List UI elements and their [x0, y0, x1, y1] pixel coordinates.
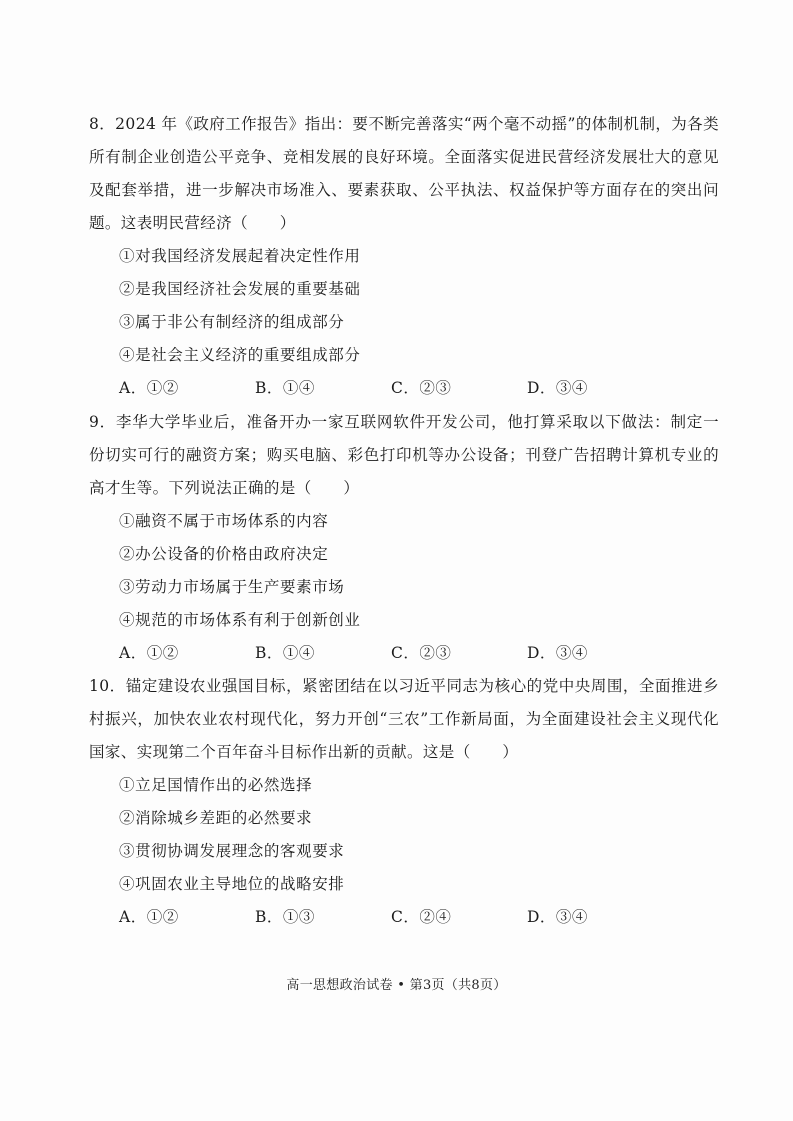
- choice-d: D．③④: [527, 908, 588, 926]
- option-item: ①对我国经济发展起着决定性作用: [119, 247, 361, 265]
- choice-b: B．①④: [255, 379, 315, 397]
- page-footer: 高一思想政治试卷 • 第3页（共8页）: [286, 978, 507, 993]
- answer-choices: [89, 637, 719, 670]
- option-item: ②是我国经济社会发展的重要基础: [119, 280, 361, 298]
- option-list: [89, 505, 719, 637]
- choice-c: C．②③: [391, 379, 452, 397]
- choice-b: B．①③: [255, 908, 315, 926]
- option-item: ④巩固农业主导地位的战略安排: [119, 875, 345, 893]
- question-10: [89, 670, 719, 934]
- option-item: ①立足国情作出的必然选择: [119, 776, 313, 794]
- option-item: ④是社会主义经济的重要组成部分: [119, 346, 361, 364]
- choice-a: A．①②: [119, 908, 179, 926]
- question-8: [89, 108, 719, 405]
- answer-choices: [89, 372, 719, 405]
- question-text: 9．李华大学毕业后，准备开办一家互联网软件开发公司，他打算采取以下做法：制定一份切实可行的融资方案；购买电脑、彩色打印机等办公设备；刊登广告招聘计算机专业的高才生等。下列说法正确的是（ ）: [89, 413, 719, 497]
- option-item: ②消除城乡差距的必然要求: [119, 809, 313, 827]
- question-text: 8．2024 年《政府工作报告》指出：要不断完善落实“两个毫不动摇”的体制机制，为各类所有制企业创造公平竞争、竞相发展的良好环境。全面落实促进民营经济发展壮大的意见及配套举措，进一步解决市场准入、要素获取、公平执法、权益保护等方面存在的突出问题。这表明民营经济（ ）: [89, 115, 719, 232]
- option-list: [89, 240, 719, 372]
- option-item: ③劳动力市场属于生产要素市场: [119, 578, 345, 596]
- option-item: ③属于非公有制经济的组成部分: [119, 313, 345, 331]
- option-item: ②办公设备的价格由政府决定: [119, 545, 329, 563]
- option-item: ③贯彻协调发展理念的客观要求: [119, 842, 345, 860]
- question-9: [89, 406, 719, 670]
- choice-a: A．①②: [119, 644, 179, 662]
- choice-b: B．①④: [255, 644, 315, 662]
- choice-d: D．③④: [527, 379, 588, 397]
- option-item: ①融资不属于市场体系的内容: [119, 512, 329, 530]
- option-item: ④规范的市场体系有利于创新创业: [119, 611, 361, 629]
- option-list: [89, 769, 719, 901]
- choice-c: C．②④: [391, 908, 452, 926]
- choice-d: D．③④: [527, 644, 588, 662]
- choice-c: C．②③: [391, 644, 452, 662]
- question-text: 10．锚定建设农业强国目标，紧密团结在以习近平同志为核心的党中央周围，全面推进乡村振兴，加快农业农村现代化，努力开创“三农”工作新局面，为全面建设社会主义现代化国家、实现第二个百年奋斗目标作出新的贡献。这是（ ）: [89, 677, 719, 761]
- answer-choices: [89, 901, 719, 934]
- choice-a: A．①②: [119, 379, 179, 397]
